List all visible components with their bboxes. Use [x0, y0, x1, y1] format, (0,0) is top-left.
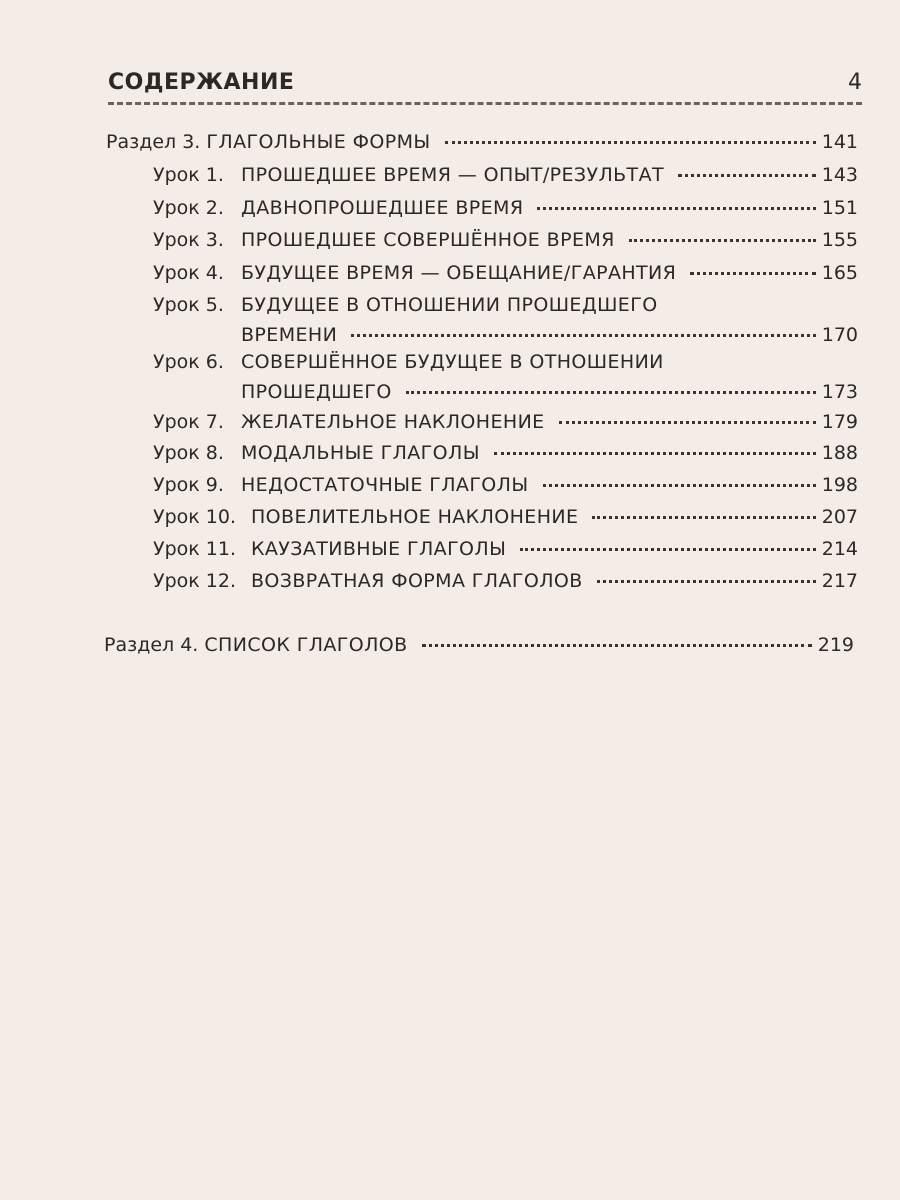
section-prefix: Раздел 3.	[106, 131, 201, 153]
lesson-title-continued: ВРЕМЕНИ	[241, 324, 338, 346]
lesson-page: 179	[821, 411, 858, 433]
lesson-title: СОВЕРШЁННОЕ БУДУЩЕЕ В ОТНОШЕНИИ	[241, 351, 664, 373]
dot-leader	[537, 207, 815, 210]
toc-lesson-9[interactable]	[153, 474, 858, 504]
lesson-page: 198	[821, 474, 858, 496]
dot-leader	[678, 174, 816, 177]
lesson-prefix: Урок 11.	[153, 538, 236, 560]
dot-leader	[520, 548, 815, 551]
toc-lesson-5[interactable]	[153, 294, 858, 354]
section-prefix: Раздел 4.	[104, 634, 199, 656]
lesson-page: 151	[821, 197, 858, 219]
toc-lesson-11[interactable]	[153, 538, 858, 568]
lesson-page: 155	[821, 229, 858, 251]
dot-leader	[597, 580, 816, 583]
lesson-title: ДАВНОПРОШЕДШЕЕ ВРЕМЯ	[241, 197, 524, 219]
lesson-title-continued: ПРОШЕДШЕГО	[241, 381, 392, 403]
lesson-page: 170	[821, 324, 858, 346]
lesson-page: 188	[821, 442, 858, 464]
toc-lesson-3[interactable]	[153, 229, 858, 259]
dot-leader	[494, 452, 816, 455]
section-page: 219	[817, 634, 854, 656]
toc-lesson-8[interactable]	[153, 442, 858, 472]
dot-leader	[559, 421, 816, 424]
dot-leader	[445, 141, 816, 144]
dot-leader	[351, 334, 816, 337]
lesson-page: 173	[821, 381, 858, 403]
lesson-page: 217	[821, 570, 858, 592]
page-number: 4	[848, 70, 862, 95]
lesson-prefix: Урок 1.	[153, 164, 224, 186]
toc-lesson-7[interactable]	[153, 411, 858, 441]
lesson-prefix: Урок 7.	[153, 411, 224, 433]
toc-lesson-6[interactable]	[153, 351, 858, 411]
lesson-title: МОДАЛЬНЫЕ ГЛАГОЛЫ	[241, 442, 480, 464]
dot-leader	[422, 644, 812, 647]
page-header	[108, 70, 862, 105]
lesson-title: КАУЗАТИВНЫЕ ГЛАГОЛЫ	[251, 538, 507, 560]
toc-lesson-10[interactable]	[153, 506, 858, 536]
lesson-prefix: Урок 6.	[153, 351, 224, 373]
lesson-page: 143	[821, 164, 858, 186]
lesson-title: НЕДОСТАТОЧНЫЕ ГЛАГОЛЫ	[241, 474, 529, 496]
lesson-title: ПРОШЕДШЕЕ ВРЕМЯ — ОПЫТ/РЕЗУЛЬТАТ	[241, 164, 664, 186]
lesson-title: БУДУЩЕЕ ВРЕМЯ — ОБЕЩАНИЕ/ГАРАНТИЯ	[241, 262, 677, 284]
lesson-title: ПРОШЕДШЕЕ СОВЕРШЁННОЕ ВРЕМЯ	[241, 229, 615, 251]
lesson-prefix: Урок 8.	[153, 442, 224, 464]
dot-leader	[543, 484, 816, 487]
contents-heading: СОДЕРЖАНИЕ	[108, 70, 295, 95]
toc-lesson-1[interactable]	[153, 164, 858, 194]
lesson-title: ВОЗВРАТНАЯ ФОРМА ГЛАГОЛОВ	[251, 570, 583, 592]
lesson-title: ЖЕЛАТЕЛЬНОЕ НАКЛОНЕНИЕ	[241, 411, 545, 433]
dot-leader	[690, 272, 815, 275]
lesson-prefix: Урок 9.	[153, 474, 224, 496]
lesson-prefix: Урок 5.	[153, 294, 224, 316]
dot-leader	[629, 239, 816, 242]
lesson-prefix: Урок 4.	[153, 262, 224, 284]
lesson-prefix: Урок 3.	[153, 229, 224, 251]
dot-leader	[406, 391, 816, 394]
lesson-prefix: Урок 2.	[153, 197, 224, 219]
toc-lesson-4[interactable]	[153, 262, 858, 292]
dot-leader	[592, 516, 815, 519]
section-page: 141	[821, 131, 858, 153]
lesson-page: 214	[821, 538, 858, 560]
toc-section-4[interactable]	[104, 634, 854, 664]
section-title: ГЛАГОЛЬНЫЕ ФОРМЫ	[206, 131, 431, 153]
lesson-title: БУДУЩЕЕ В ОТНОШЕНИИ ПРОШЕДШЕГО	[241, 294, 658, 316]
section-title: СПИСОК ГЛАГОЛОВ	[204, 634, 408, 656]
toc-section-3[interactable]	[106, 131, 858, 161]
lesson-page: 207	[821, 506, 858, 528]
lesson-title: ПОВЕЛИТЕЛЬНОЕ НАКЛОНЕНИЕ	[251, 506, 579, 528]
toc-lesson-12[interactable]	[153, 570, 858, 600]
lesson-prefix: Урок 12.	[153, 570, 236, 592]
lesson-prefix: Урок 10.	[153, 506, 236, 528]
toc-lesson-2[interactable]	[153, 197, 858, 227]
lesson-page: 165	[821, 262, 858, 284]
